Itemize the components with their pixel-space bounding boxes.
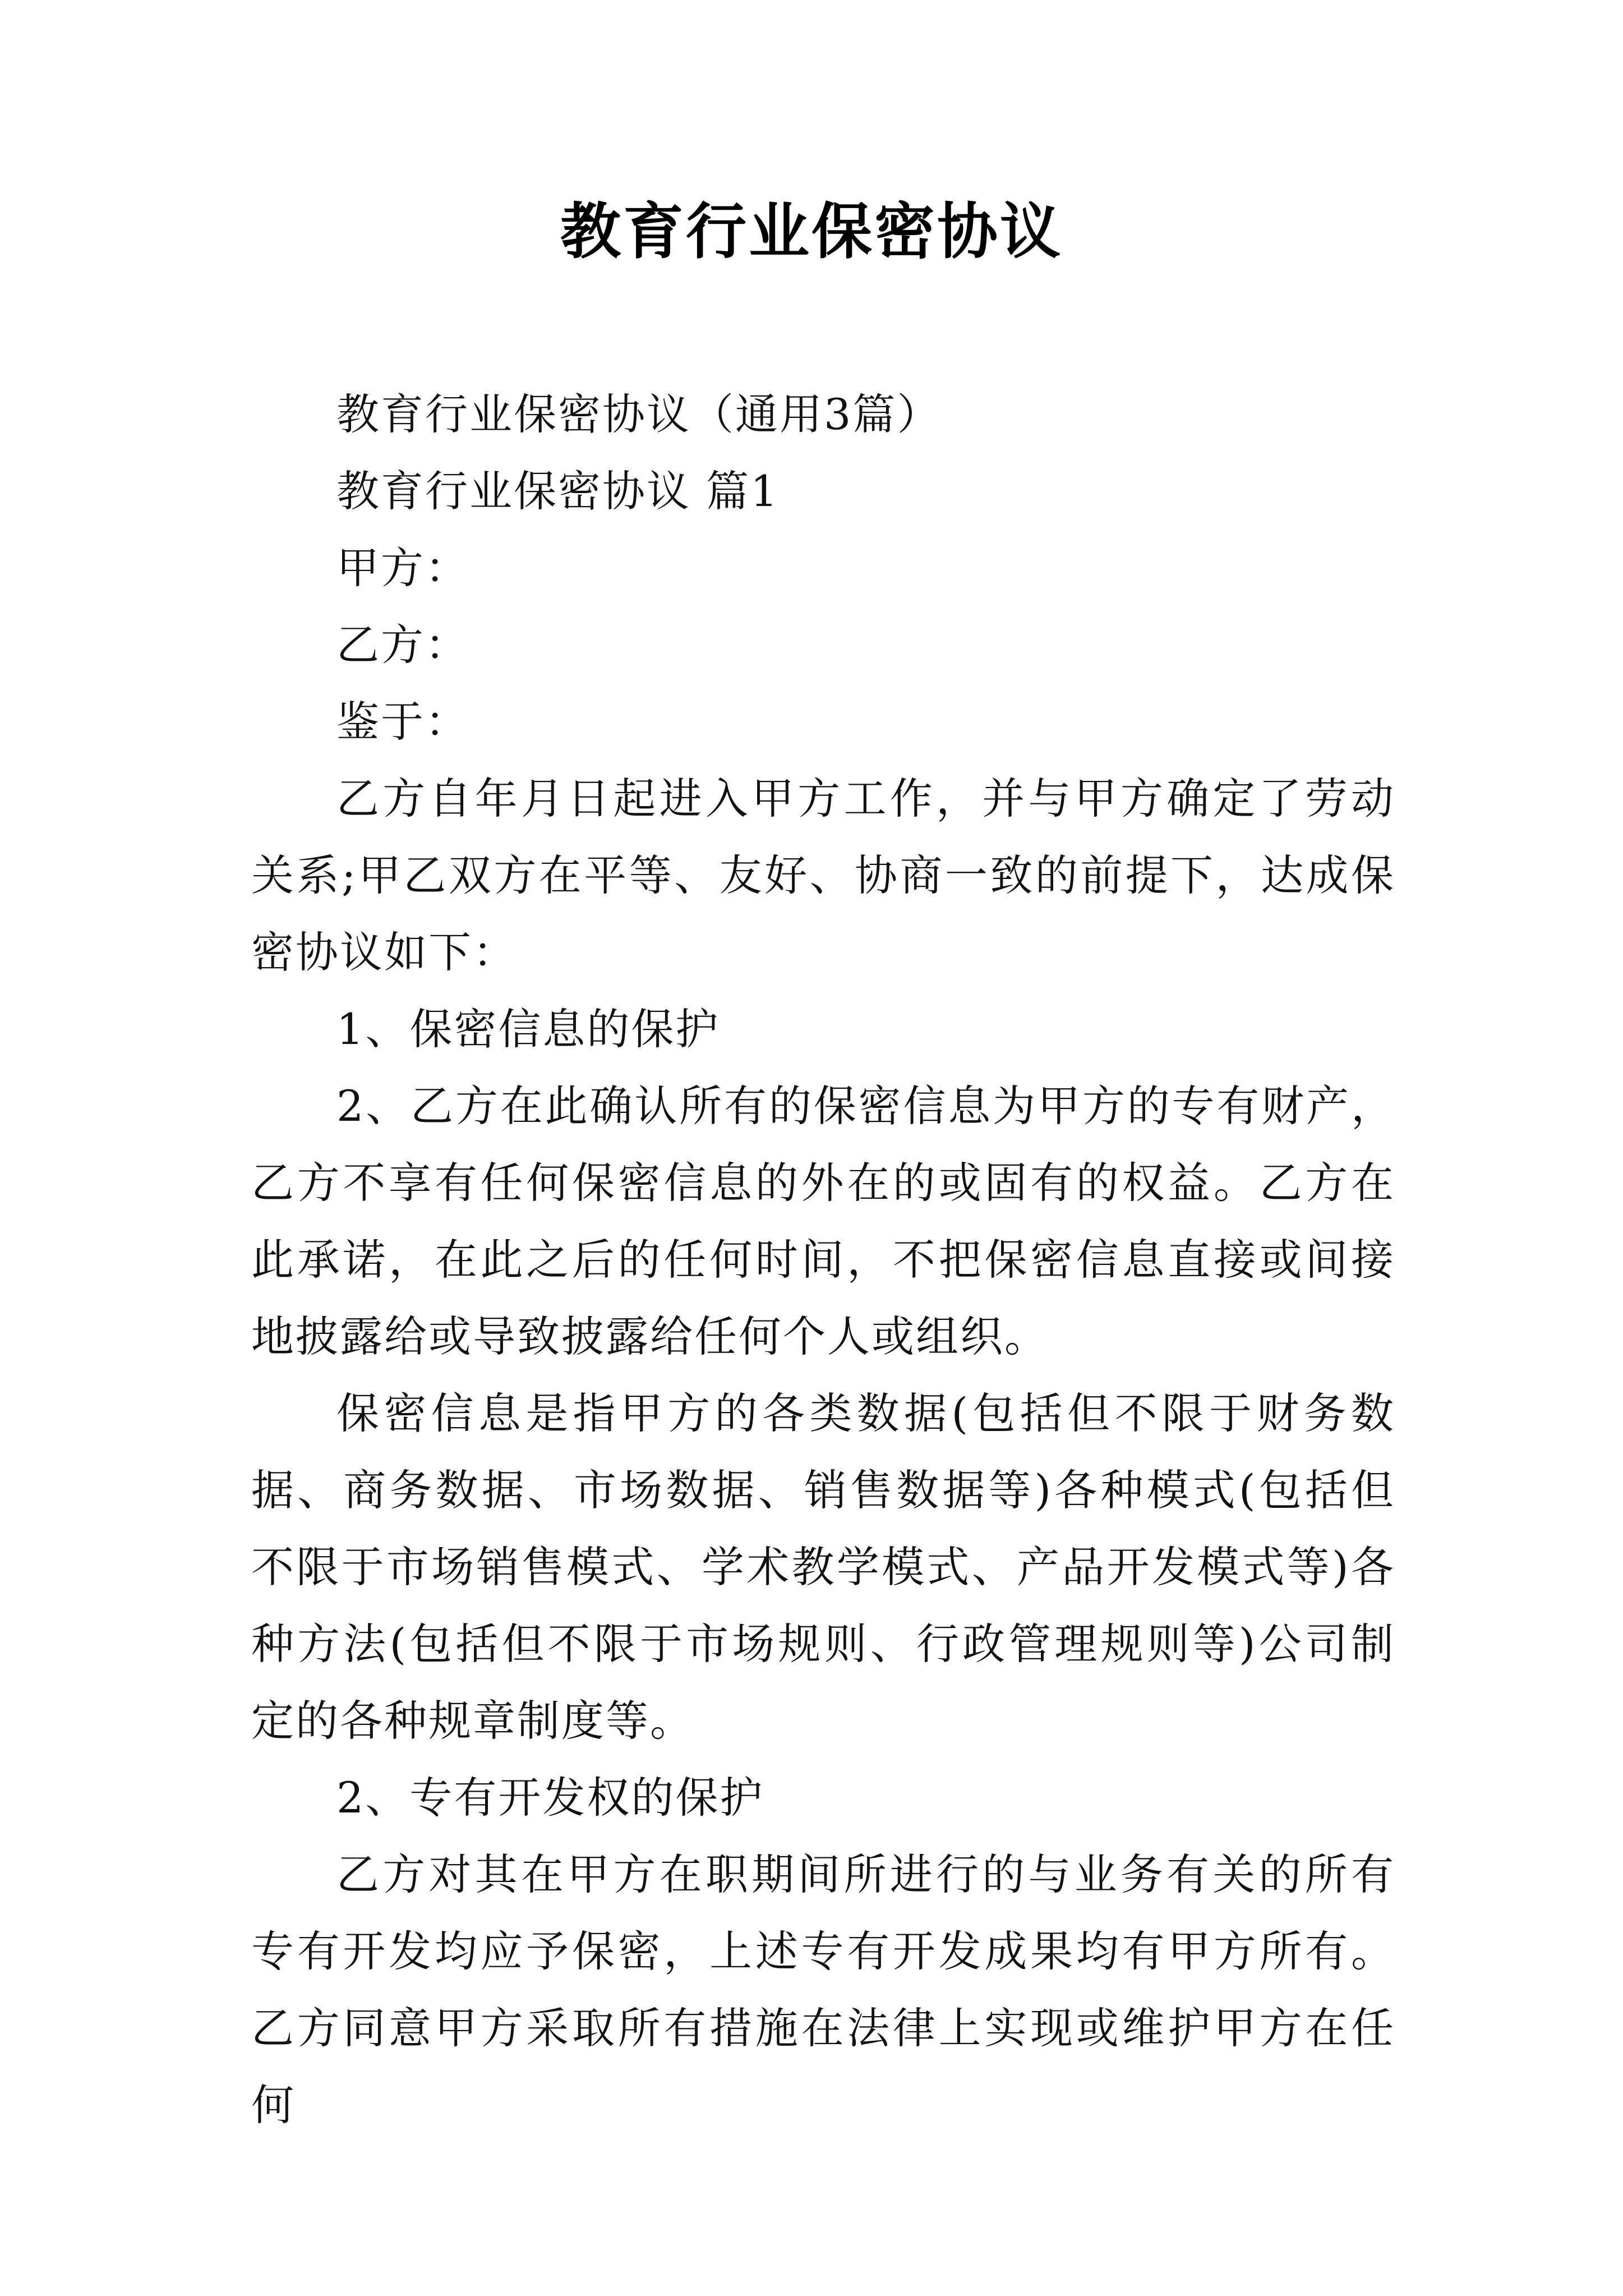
document-title: 教育行业保密协议: [560, 196, 1063, 267]
paragraph-whereas: 鉴于：: [336, 697, 469, 747]
paragraph-clause-1-heading: 1、保密信息的保护: [336, 1004, 720, 1054]
paragraph-intro: 乙方自年月日起进入甲方工作，并与甲方确定了劳动关系;甲乙双方在平等、友好、协商一致的前提下，达成保密协议如下：: [251, 774, 1395, 977]
paragraph-development-rights: 乙方对其在甲方在职期间所进行的与业务有关的所有专有开发均应予保密，上述专有开发成果均有甲方所有。乙方同意甲方采取所有措施在法律上实现或维护甲方在任何: [251, 1849, 1395, 2130]
paragraph-party-a: 甲方：: [336, 543, 469, 593]
paragraph-subtitle: 教育行业保密协议（通用3篇）: [336, 389, 942, 439]
paragraph-section-heading: 教育行业保密协议 篇1: [336, 466, 780, 516]
document-body: [251, 376, 1395, 2143]
paragraph-party-b: 乙方：: [336, 620, 469, 670]
paragraph-clause-2: 2、乙方在此确认所有的保密信息为甲方的专有财产，乙方不享有任何保密信息的外在的或固有的权益。乙方在此承诺，在此之后的任何时间，不把保密信息直接或间接地披露给或导致披露给任何个人或组织。: [251, 1081, 1395, 1361]
paragraph-clause-2-heading: 2、专有开发权的保护: [336, 1773, 764, 1823]
paragraph-confidential-info-definition: 保密信息是指甲方的各类数据(包括但不限于财务数据、商务数据、市场数据、销售数据等)各种模式(包括但不限于市场销售模式、学术教学模式、产品开发模式等)各种方法(包括但不限于市场规则、行政管理规则等)公司制定的各种规章制度等。: [251, 1388, 1395, 1746]
